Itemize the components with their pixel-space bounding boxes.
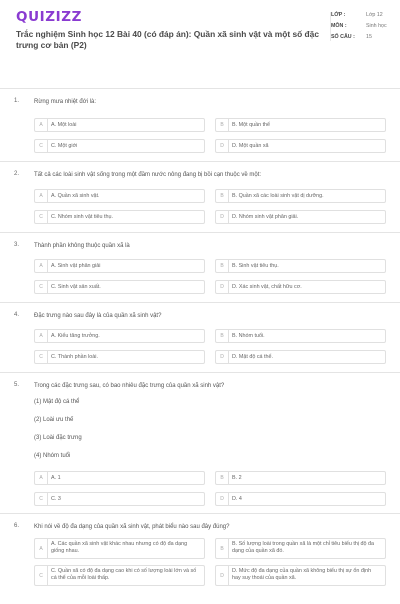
question-4 — [0, 302, 400, 372]
question-text: Đặc trưng nào sau đây là của quần xã sinh vật? — [34, 313, 162, 319]
option-letter: B — [216, 190, 229, 202]
meta-key: MÔN : — [331, 23, 347, 29]
option-letter: B — [216, 330, 229, 342]
option-b[interactable] — [215, 538, 386, 559]
option-letter: D — [216, 493, 229, 505]
meta-value: Sinh học — [366, 23, 387, 29]
option-a[interactable] — [34, 259, 205, 273]
option-a[interactable] — [34, 189, 205, 203]
option-text: D. Xác sinh vật, chất hữu cơ. — [232, 284, 302, 290]
option-text: D. 4 — [232, 496, 242, 502]
option-b[interactable] — [215, 118, 386, 132]
option-letter: D — [216, 566, 229, 585]
option-d[interactable] — [215, 350, 386, 364]
option-letter: A — [35, 260, 48, 272]
meta-value: Lớp 12 — [366, 12, 383, 18]
question-text: Rừng mưa nhiệt đới là: — [34, 99, 96, 105]
option-letter: C — [35, 211, 48, 223]
option-text: C. Quần xã có độ đa dạng cao khi có số lượng loài lớn và số cá thể của mỗi loài thấp. — [51, 568, 197, 581]
option-text: B. 2 — [232, 475, 242, 481]
option-letter: D — [216, 140, 229, 152]
option-letter: C — [35, 351, 48, 363]
option-a[interactable] — [34, 471, 205, 485]
option-text: D. Mật độ cá thể. — [232, 354, 274, 360]
meta-key: LỚP : — [331, 12, 346, 18]
option-text: D. Mức độ đa dạng của quần xã không biểu thị sự ổn định hay suy thoái của quần xã. — [232, 568, 372, 581]
option-text: A. Quần xã sinh vật. — [51, 193, 100, 199]
option-text: B. Nhóm tuổi. — [232, 333, 265, 339]
meta-key: SỐ CÂU : — [331, 34, 355, 40]
option-c[interactable] — [34, 492, 205, 506]
option-text: A. Sinh vật phân giải — [51, 263, 101, 269]
option-text: C. Thành phần loài. — [51, 354, 98, 360]
question-number: 3. — [14, 242, 20, 248]
option-c[interactable] — [34, 565, 205, 586]
option-text: C. Một giới — [51, 143, 78, 149]
page-header — [0, 0, 400, 86]
option-letter: A — [35, 472, 48, 484]
option-d[interactable] — [215, 210, 386, 224]
option-text: D. Nhóm sinh vật phân giải. — [232, 214, 299, 220]
option-d[interactable] — [215, 565, 386, 586]
option-letter: B — [216, 260, 229, 272]
question-6 — [0, 513, 400, 604]
option-d[interactable] — [215, 280, 386, 294]
option-letter: A — [35, 190, 48, 202]
quiz-meta — [330, 12, 395, 41]
option-letter: D — [216, 281, 229, 293]
option-text: B. Số lượng loài trong quần xã là một chỉ tiêu biểu thị độ đa dạng của quần xã đó. — [232, 541, 374, 554]
question-number: 6. — [14, 523, 20, 529]
option-text: B. Sinh vật tiêu thụ. — [232, 263, 279, 269]
question-text: Trong các đặc trưng sau, có bao nhiêu đặc trưng của quần xã sinh vật? — [34, 383, 225, 389]
question-1 — [0, 88, 400, 161]
question-3 — [0, 232, 400, 302]
question-2 — [0, 161, 400, 232]
option-letter: A — [35, 119, 48, 131]
option-c[interactable] — [34, 210, 205, 224]
option-a[interactable] — [34, 538, 205, 559]
option-text: A. Các quần xã sinh vật khác nhau nhưng có độ đa dạng giống nhau. — [51, 541, 188, 554]
option-letter: B — [216, 539, 229, 558]
option-a[interactable] — [34, 329, 205, 343]
option-b[interactable] — [215, 329, 386, 343]
statement-1: (1) Mật độ cá thể — [34, 399, 80, 405]
option-text: C. 3 — [51, 496, 61, 502]
question-list — [0, 88, 400, 604]
question-text: Tất cả các loài sinh vật sống trong một đầm nước nông đang bị bồi cạn thuộc về một: — [34, 172, 262, 178]
meta-question-count — [331, 34, 395, 41]
question-text: Thành phần không thuộc quần xã là — [34, 243, 130, 249]
option-text: A. Một loài — [51, 122, 77, 128]
quiz-title: Trắc nghiệm Sinh học 12 Bài 40 (có đáp án): Quần xã sinh vật và một số đặc trưng cơ bản (P2) — [16, 29, 319, 50]
option-c[interactable] — [34, 139, 205, 153]
option-text: A. 1 — [51, 475, 61, 481]
option-text: C. Sinh vật sản xuất. — [51, 284, 101, 290]
meta-grade — [331, 12, 395, 19]
option-letter: A — [35, 539, 48, 558]
option-letter: B — [216, 472, 229, 484]
option-text: B. Một quần thể — [232, 122, 271, 128]
option-c[interactable] — [34, 350, 205, 364]
option-d[interactable] — [215, 492, 386, 506]
option-text: C. Nhóm sinh vật tiêu thụ. — [51, 214, 114, 220]
option-c[interactable] — [34, 280, 205, 294]
meta-subject — [331, 23, 395, 30]
option-letter: C — [35, 493, 48, 505]
question-number: 1. — [14, 98, 20, 104]
option-letter: C — [35, 281, 48, 293]
option-b[interactable] — [215, 471, 386, 485]
question-5 — [0, 372, 400, 513]
question-number: 5. — [14, 382, 20, 388]
option-b[interactable] — [215, 259, 386, 273]
option-letter: A — [35, 330, 48, 342]
option-letter: C — [35, 140, 48, 152]
option-text: A. Kiểu tăng trưởng. — [51, 333, 100, 339]
quizizz-logo: QUIZIZZ — [16, 9, 83, 25]
statement-3: (3) Loài đặc trưng — [34, 435, 82, 441]
option-letter: C — [35, 566, 48, 585]
option-d[interactable] — [215, 139, 386, 153]
option-a[interactable] — [34, 118, 205, 132]
statement-4: (4) Nhóm tuổi — [34, 453, 71, 459]
option-letter: D — [216, 211, 229, 223]
question-text: Khi nói về độ đa dạng của quần xã sinh vật, phát biểu nào sau đây đúng? — [34, 524, 230, 530]
option-letter: B — [216, 119, 229, 131]
option-text: B. Quần xã các loài sinh vật dị dưỡng. — [232, 193, 324, 199]
meta-value: 15 — [366, 34, 372, 40]
option-text: D. Một quần xã — [232, 143, 269, 149]
option-letter: D — [216, 351, 229, 363]
option-b[interactable] — [215, 189, 386, 203]
question-number: 4. — [14, 312, 20, 318]
question-number: 2. — [14, 171, 20, 177]
statement-2: (2) Loài ưu thế — [34, 417, 74, 423]
